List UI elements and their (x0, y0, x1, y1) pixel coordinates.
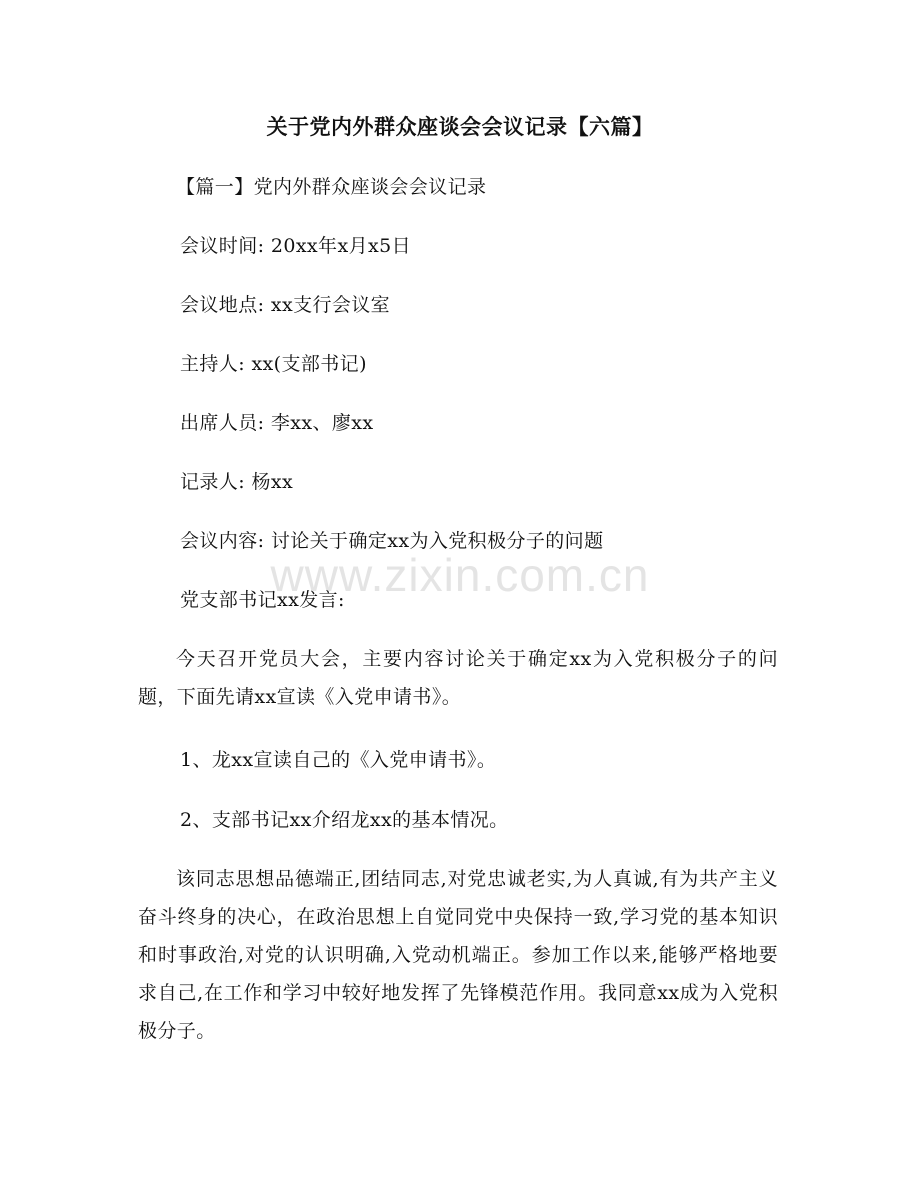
meeting-host: 主持人: xx(支部书记) (180, 353, 367, 375)
paragraph-opening: 今天召开党员大会，主要内容讨论关于确定xx为入党积极分子的问题，下面先请xx宣读《入党申请书》。 (138, 648, 778, 708)
list-item-2: 2、支部书记xx介绍龙xx的基本情况。 (180, 809, 509, 831)
secretary-speech-label: 党支部书记xx发言: (180, 589, 345, 611)
meeting-time: 会议时间: 20xx年x月x5日 (180, 235, 411, 257)
meeting-content: 会议内容: 讨论关于确定xx为入党积极分子的问题 (180, 530, 604, 552)
paragraph-assessment: 该同志思想品德端正,团结同志,对党忠诚老实,为人真诚,有为共产主义奋斗终身的决心，在政治思想上自觉同党中央保持一致,学习党的基本知识和时事政治,对党的认识明确,入党动机端正。参加工作以来,能够严格地要求自己,在工作和学习中较好地发挥了先锋模范作用。我同意xx成为入党积极分子。 (138, 868, 778, 1042)
document-title: 关于党内外群众座谈会会议记录【六篇】 (266, 114, 654, 139)
section-heading: 【篇一】党内外群众座谈会会议记录 (176, 176, 487, 198)
meeting-attendees: 出席人员: 李xx、廖xx (180, 412, 374, 434)
meeting-location: 会议地点: xx支行会议室 (180, 294, 391, 316)
meeting-recorder: 记录人: 杨xx (180, 471, 294, 493)
list-item-1: 1、龙xx宣读自己的《入党申请书》。 (180, 749, 497, 771)
watermark: www.zixin.com.cn (270, 549, 650, 601)
